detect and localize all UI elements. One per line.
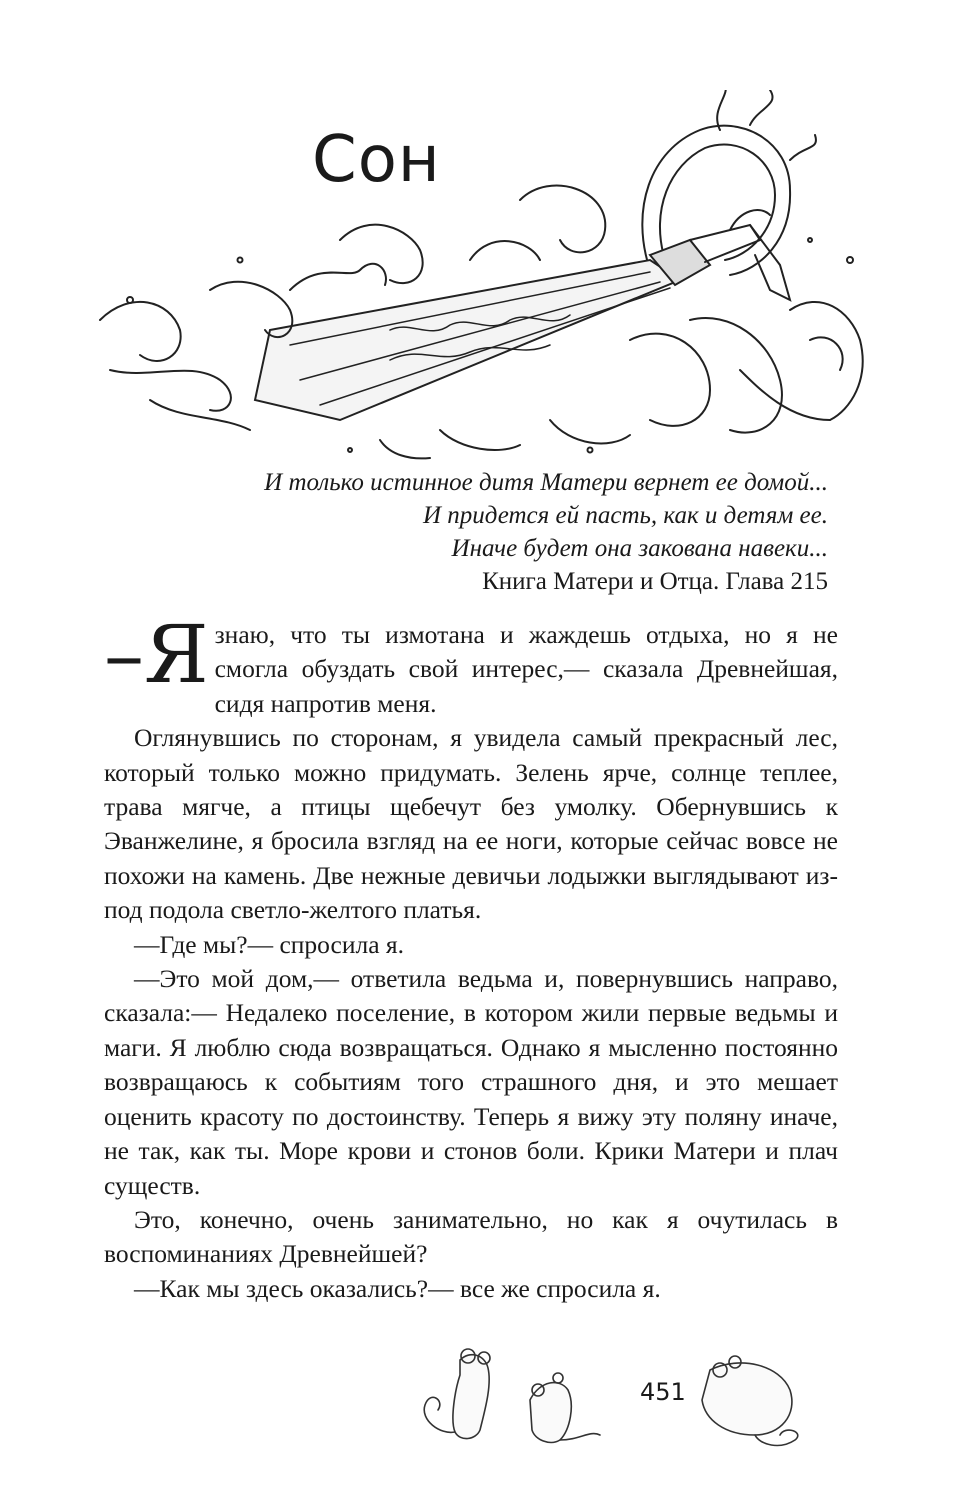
- chapter-body: [104, 608, 838, 1306]
- epigraph-line: Иначе будет она закована навеки...: [451, 535, 828, 562]
- epigraph-line: И придется ей пасть, как и детям ее.: [422, 502, 828, 529]
- paragraph: Оглянувшись по сторонам, я увидела самый прекрасный лес, который только можно придумать. Зелень ярче, солнце теплее, трава мягче, а птицы щебечут без умолку. Обернувшись к Эванжелине, я бросила взгляд на ее ноги, которые сейчас вовсе не похожи на камень. Две нежные девичьи лодыжки выглядывают из-под подола светло-желтого платья.: [104, 723, 838, 925]
- epigraph-line: И только истинное дитя Матери вернет ее домой...: [264, 469, 828, 496]
- chapter-title: Сон: [312, 123, 441, 197]
- paragraph: Это, конечно, очень занимательно, но как я очутилась в воспоминаниях Древнейшей?: [104, 1204, 838, 1269]
- page-number: 451: [640, 1378, 686, 1406]
- mice-illustration: [410, 1340, 830, 1450]
- sword-in-flames-illustration: [90, 90, 890, 470]
- drop-cap: –Я: [104, 608, 209, 701]
- paragraph: —Как мы здесь оказались?— все же спросила я.: [134, 1273, 661, 1303]
- paragraph: [104, 608, 838, 721]
- paragraph: —Где мы?— спросила я.: [134, 929, 405, 959]
- epigraph: [208, 466, 828, 598]
- epigraph-source: Книга Матери и Отца. Глава 215: [482, 568, 828, 595]
- paragraph: —Это мой дом,— ответила ведьма и, повернувшись направо, сказала:— Недалеко поселение, в котором жили первые ведьмы и маги. Я люблю сюда возвращаться. Однако я мысленно постоянно возвращаюсь к событиям того страшного дня, и это мешает оценить красоту по достоинству. Теперь я вижу эту поляну иначе, не так, как ты. Море крови и стонов боли. Крики Матери и плач существ.: [104, 964, 838, 1200]
- paragraph-text: знаю, что ты измотана и жаждешь отдыха, но я не смогла обуздать свой интерес,— сказала Древнейшая, сидя напротив меня.: [214, 620, 838, 718]
